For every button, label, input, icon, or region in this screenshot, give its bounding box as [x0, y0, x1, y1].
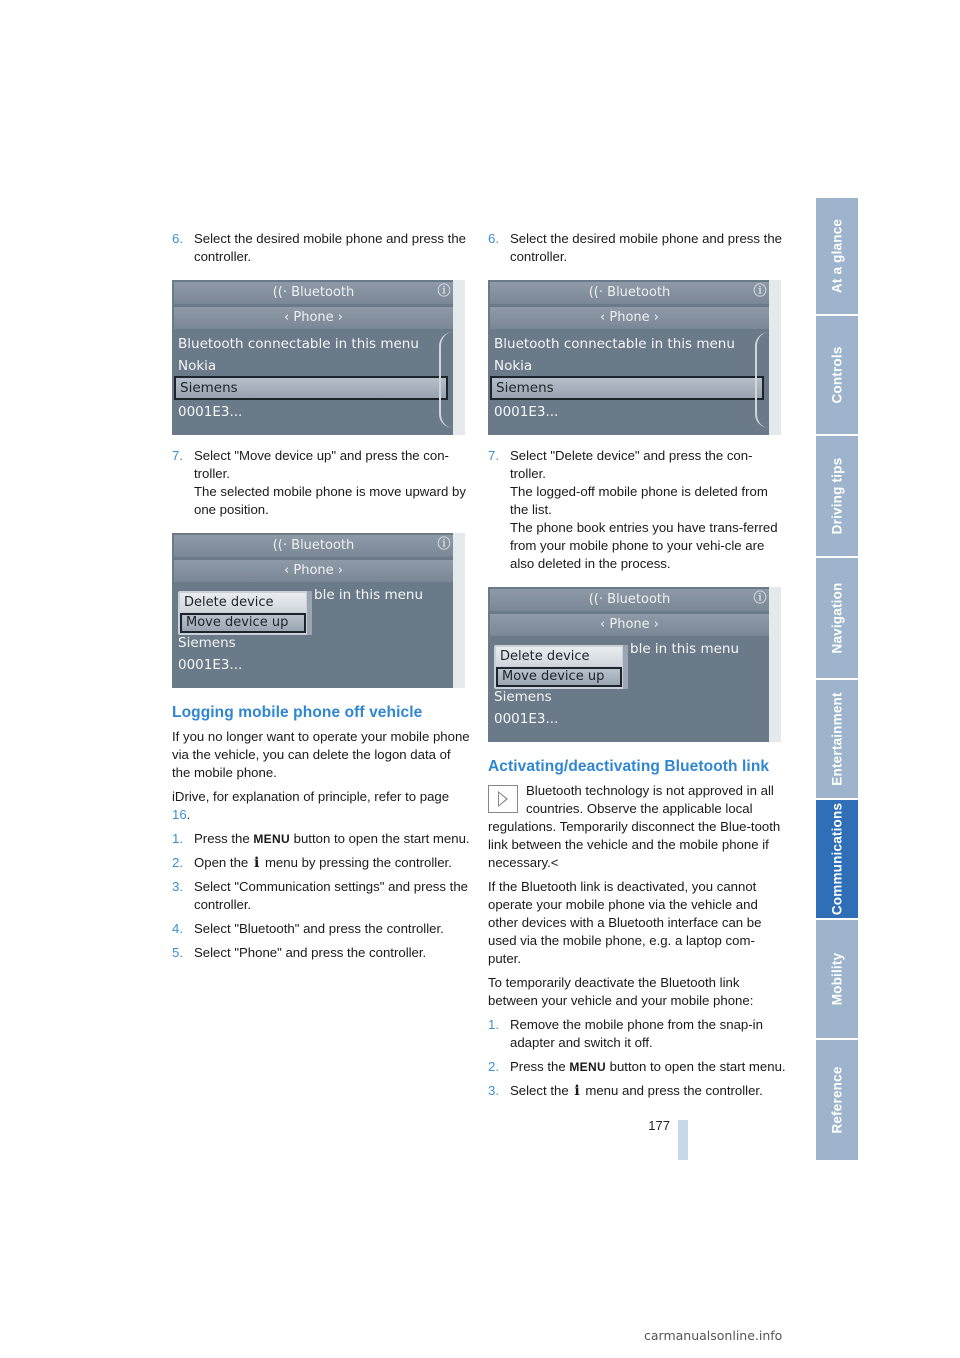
step-3: 3. Select "Communication settings" and press the controller. — [172, 879, 468, 912]
list-item: 0001E3... — [178, 657, 243, 673]
page-marker — [678, 1120, 688, 1160]
step-6: 6. Select the desired mobile phone and press the controller. — [172, 231, 466, 264]
idrive-screen-options-popup — [488, 587, 781, 742]
page-number: 177 — [648, 1118, 670, 1133]
screen-title-bar: ((· Bluetooth — [174, 282, 453, 304]
tab-navigation[interactable]: Navigation — [816, 558, 858, 680]
step-2: 2. Press the MENU button to open the start menu. — [488, 1059, 786, 1074]
tab-mobility[interactable]: Mobility — [816, 920, 858, 1040]
step-7: 7. Select "Delete device" and press the con-troller. The logged-off mobile phone is deleted from the list. The phone book entries you have trans-ferred from your mobile phone to your vehi-cle are also deleted in the process. — [488, 448, 778, 571]
screen-title-bar: ((· Bluetooth — [490, 589, 769, 611]
watermark: carmanualsonline.info — [644, 1328, 783, 1343]
info-icon: ⓘ — [437, 537, 451, 552]
info-icon: ⓘ — [753, 284, 767, 299]
screen-margin — [769, 587, 781, 742]
options-popup — [494, 645, 628, 689]
section-heading: Logging mobile phone off vehicle — [172, 704, 423, 721]
menu-button-icon: MENU — [253, 832, 290, 846]
tab-at-a-glance[interactable]: At a glance — [816, 198, 858, 316]
tab-controls[interactable]: Controls — [816, 316, 858, 436]
list-item-selected: Siemens — [174, 376, 448, 400]
left-column — [172, 230, 470, 968]
idrive-screen-phone-list — [488, 280, 781, 435]
step-7: 7. Select "Move device up" and press the con-troller. The selected mobile phone is move upward by one position. — [172, 448, 466, 517]
info-icon: ⓘ — [437, 284, 451, 299]
step-1: 1. Remove the mobile phone from the snap-in adapter and switch it off. — [488, 1017, 763, 1050]
tab-entertainment[interactable]: Entertainment — [816, 680, 858, 800]
list-item: Bluetooth connectable in this menu — [178, 336, 419, 352]
list-item: Bluetooth connectable in this menu — [494, 336, 735, 352]
info-menu-icon: i — [253, 855, 260, 871]
tab-reference[interactable]: Reference — [816, 1040, 858, 1162]
screen-subtitle-bar: ‹ Phone › — [490, 307, 769, 329]
page-link[interactable]: 16 — [172, 807, 187, 822]
paragraph: If you no longer want to operate your mobile phone via the vehicle, you can delete the logon data of the mobile phone. — [172, 729, 470, 780]
paragraph: To temporarily deactivate the Bluetooth link between your vehicle and your mobile phone: — [488, 975, 754, 1008]
list-item: Nokia — [178, 358, 217, 374]
tab-communications[interactable]: Communications — [816, 800, 858, 920]
chapter-tabs — [816, 198, 858, 1160]
list-item-behind: ble in this menu — [630, 641, 740, 657]
list-item: Siemens — [494, 689, 552, 705]
step-3: 3. Select the i menu and press the controller. — [488, 1083, 763, 1099]
step-2: 2. Open the i menu by pressing the controller. — [172, 855, 452, 871]
screen-margin — [453, 280, 465, 435]
popup-item-delete-device: Delete device — [180, 593, 306, 612]
list-item: Siemens — [178, 635, 236, 651]
note-arrow-icon — [488, 785, 518, 813]
info-menu-icon: i — [574, 1083, 580, 1099]
paragraph: iDrive, for explanation of principle, refer to page 16. — [172, 789, 450, 822]
step-5: 5. Select "Phone" and press the controller. — [172, 945, 427, 960]
menu-button-icon: MENU — [569, 1060, 606, 1074]
scroll-arc — [755, 332, 769, 428]
section-heading: Activating/deactivating Bluetooth link — [488, 758, 770, 775]
screen-margin — [453, 533, 465, 688]
idrive-screen-options-popup — [172, 533, 465, 688]
scroll-arc — [439, 332, 453, 428]
popup-item-delete-device: Delete device — [496, 647, 622, 666]
info-icon: ⓘ — [753, 591, 767, 606]
step-4: 4. Select "Bluetooth" and press the controller. — [172, 921, 444, 936]
list-item: 0001E3... — [494, 711, 559, 727]
popup-item-move-device-up: Move device up — [496, 667, 622, 687]
popup-scrollbar — [307, 591, 312, 635]
right-column — [488, 230, 786, 1106]
step-1: 1. Press the MENU button to open the start menu. — [172, 831, 470, 846]
screen-title-bar: ((· Bluetooth — [174, 535, 453, 557]
list-item-selected: Siemens — [490, 376, 764, 400]
list-item: 0001E3... — [494, 404, 559, 420]
list-item: Nokia — [494, 358, 533, 374]
list-item-behind: ble in this menu — [314, 587, 424, 603]
tab-driving-tips[interactable]: Driving tips — [816, 436, 858, 558]
screen-subtitle-bar: ‹ Phone › — [490, 614, 769, 636]
options-popup — [178, 591, 312, 635]
step-6: 6. Select the desired mobile phone and press the controller. — [488, 231, 782, 264]
screen-margin — [769, 280, 781, 435]
screen-subtitle-bar: ‹ Phone › — [174, 560, 453, 582]
popup-item-move-device-up: Move device up — [180, 613, 306, 633]
paragraph: If the Bluetooth link is deactivated, you cannot operate your mobile phone via the vehicle and other devices with a Bluetooth interface can be used via the mobile phone, e.g. a laptop com-puter. — [488, 879, 762, 966]
idrive-screen-phone-list — [172, 280, 465, 435]
screen-subtitle-bar: ‹ Phone › — [174, 307, 453, 329]
popup-scrollbar — [623, 645, 628, 689]
screen-title-bar: ((· Bluetooth — [490, 282, 769, 304]
note-paragraph: Bluetooth technology is not approved in all countries. Observe the applicable local regulations. Temporarily disconnect the Blue-tooth link between the vehicle and the mobile phone if necessary.< — [488, 783, 781, 870]
list-item: 0001E3... — [178, 404, 243, 420]
